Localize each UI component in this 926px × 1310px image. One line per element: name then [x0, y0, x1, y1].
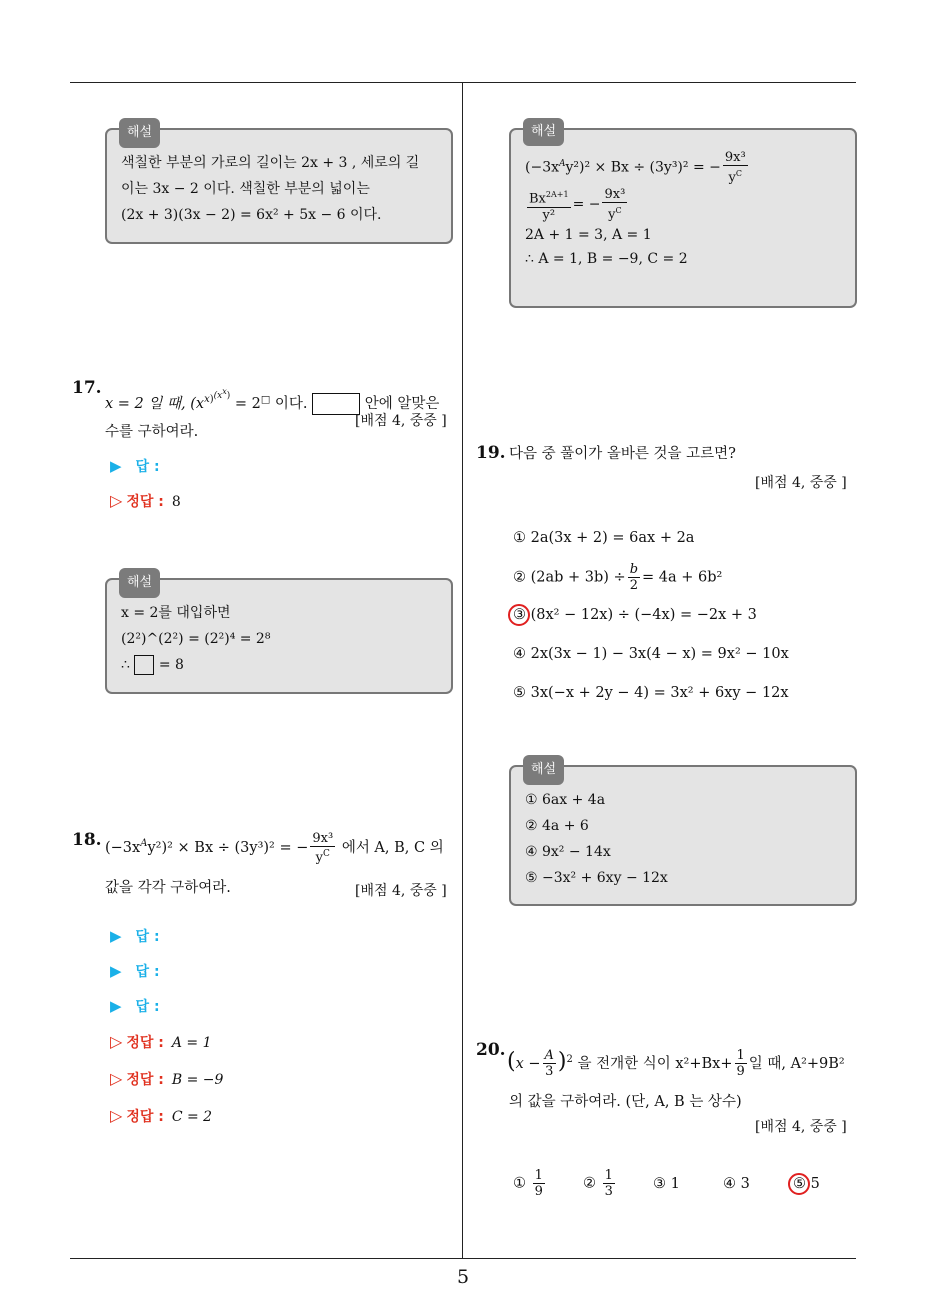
explanation-line: ⑤ −3x² + 6xy − 12x	[525, 870, 668, 886]
outline-triangle-icon: ▷	[110, 1106, 123, 1125]
score-19: [배점 4, 중중 ]	[755, 475, 847, 491]
bottom-rule	[70, 1258, 856, 1259]
explanation-line: (2x + 3)(3x − 2) = 6x² + 5x − 6 이다.	[121, 207, 382, 223]
outline-triangle-icon: ▷	[110, 1069, 123, 1088]
explanation-tag: 해설	[119, 118, 160, 148]
explanation-line: $(-3x^Ay^2)^2 \times Bx \div (3y^3)^2$ = − $\frac{\text{9x³}}{y^C}$	[525, 150, 746, 186]
choice-19-2[interactable]: ② (2ab + 3b) ÷ $\frac{b}{2}$ = 4a + 6b²	[513, 562, 723, 593]
choice-19-1[interactable]: ① 2a(3x + 2) = 6ax + 2a	[513, 530, 695, 546]
blank-square	[134, 655, 154, 675]
question-number-20: 20.	[476, 1040, 506, 1060]
explanation-line: (2²)^(2²) = (2²)⁴ = 2⁸	[121, 631, 271, 647]
question-text-20-line2: 의 값을 구하여라. (단, A, B 는 상수)	[509, 1094, 742, 1110]
question-number-19: 19.	[476, 443, 506, 463]
choice-20-1[interactable]: ① $\frac{1}{9}$	[513, 1168, 543, 1199]
explanation-line: ① 6ax + 4a	[525, 792, 606, 808]
score-17: [배점 4, 중중 ]	[355, 413, 447, 429]
correct-answer-17: ▷ 정답 : 8	[110, 491, 181, 510]
play-triangle-icon: ▶	[110, 927, 122, 945]
question-text-18-line2: 값을 각각 구하여라.	[105, 880, 231, 896]
answer-row-17[interactable]	[110, 456, 160, 476]
explanation-box-19	[509, 762, 857, 906]
column-divider	[462, 83, 463, 1258]
explanation-line: ② 4a + 6	[525, 818, 589, 834]
explanation-tag: 해설	[523, 755, 564, 785]
question-text-17: x = 2 일 때, ($x^{x)^{(x^x)}} = 2^□$ 이다. 안에 알맞은 수를 구하여라.	[105, 387, 440, 441]
selected-circle-mark	[508, 604, 530, 626]
question-number-17: 17.	[72, 378, 102, 398]
choice-20-2[interactable]: ② $\frac{1}{3}$	[583, 1168, 613, 1199]
page-number: 5	[456, 1266, 470, 1288]
question-number-18: 18.	[72, 830, 102, 850]
explanation-box-17	[105, 575, 453, 694]
explanation-tag: 해설	[523, 118, 564, 146]
explanation-box-18	[509, 124, 857, 308]
explanation-tag: 해설	[119, 568, 160, 598]
correct-answer-18c: ▷ 정답 : C = 2	[110, 1106, 213, 1125]
selected-circle-mark	[788, 1173, 810, 1195]
top-rule	[70, 82, 856, 83]
explanation-line: ④ 9x² − 14x	[525, 844, 611, 860]
question-text-20: (x − $\frac{A}{3}$ )$^2$ 을 전개한 식이 x²+Bx+ $\frac{1}{9}$ 일 때, A²+9B²	[507, 1048, 845, 1080]
explanation-line: 2A + 1 = 3, A = 1	[525, 226, 652, 243]
play-triangle-icon: ▶	[110, 997, 122, 1015]
explanation-line: ∴ A = 1, B = −9, C = 2	[525, 250, 688, 267]
question-text-19: 다음 중 풀이가 올바른 것을 고르면?	[509, 446, 736, 462]
explanation-line: x = 2를 대입하면	[121, 605, 231, 621]
choice-20-5[interactable]: ⑤ 5	[793, 1176, 820, 1192]
choice-19-5[interactable]: ⑤ 3x(−x + 2y − 4) = 3x² + 6xy − 12x	[513, 685, 789, 701]
explanation-line: 색칠한 부분의 가로의 길이는 2x + 3 , 세로의 길	[121, 155, 420, 171]
play-triangle-icon: ▶	[110, 457, 122, 475]
question-text-17-line2: 수를 구하여라.	[105, 424, 199, 441]
outline-triangle-icon: ▷	[110, 1032, 123, 1051]
choice-20-4[interactable]: ④ 3	[723, 1176, 750, 1192]
choice-20-3[interactable]: ③ 1	[653, 1176, 680, 1192]
play-triangle-icon: ▶	[110, 962, 122, 980]
answer-blank-box	[312, 393, 360, 415]
answer-row-18a[interactable]: ▶ 답 :	[110, 927, 160, 945]
answer-row-18b[interactable]: ▶ 답 :	[110, 962, 160, 980]
score-18: [배점 4, 중중 ]	[355, 883, 447, 899]
answer-row-18c[interactable]: ▶ 답 :	[110, 997, 160, 1015]
question-text-18: $(-3x^Ay^2)^2 \times Bx \div (3y^3)^2$ = − $\frac{\text{9x³}}{y^C}$ 에서 A, B, C 의	[105, 830, 444, 865]
explanation-line: 이는 3x − 2 이다. 색칠한 부분의 넓이는	[121, 181, 370, 197]
answer-label: 답 :	[135, 459, 160, 475]
outline-triangle-icon: ▷	[110, 491, 123, 510]
choice-19-3[interactable]: ③ (8x² − 12x) ÷ (−4x) = −2x + 3	[513, 607, 757, 623]
explanation-box-16	[105, 125, 453, 244]
correct-answer-18b: ▷ 정답 : B = −9	[110, 1069, 224, 1088]
score-20: [배점 4, 중중 ]	[755, 1119, 847, 1135]
correct-answer-18a: ▷ 정답 : A = 1	[110, 1032, 212, 1051]
explanation-line: ∴ = 8	[121, 657, 184, 673]
choice-19-4[interactable]: ④ 2x(3x − 1) − 3x(4 − x) = 9x² − 10x	[513, 646, 789, 662]
explanation-line: $\frac{Bx^{2A+1}}{\text{y²}}$ = − $\frac{\text{9x³}}{y^C}$	[529, 187, 626, 223]
